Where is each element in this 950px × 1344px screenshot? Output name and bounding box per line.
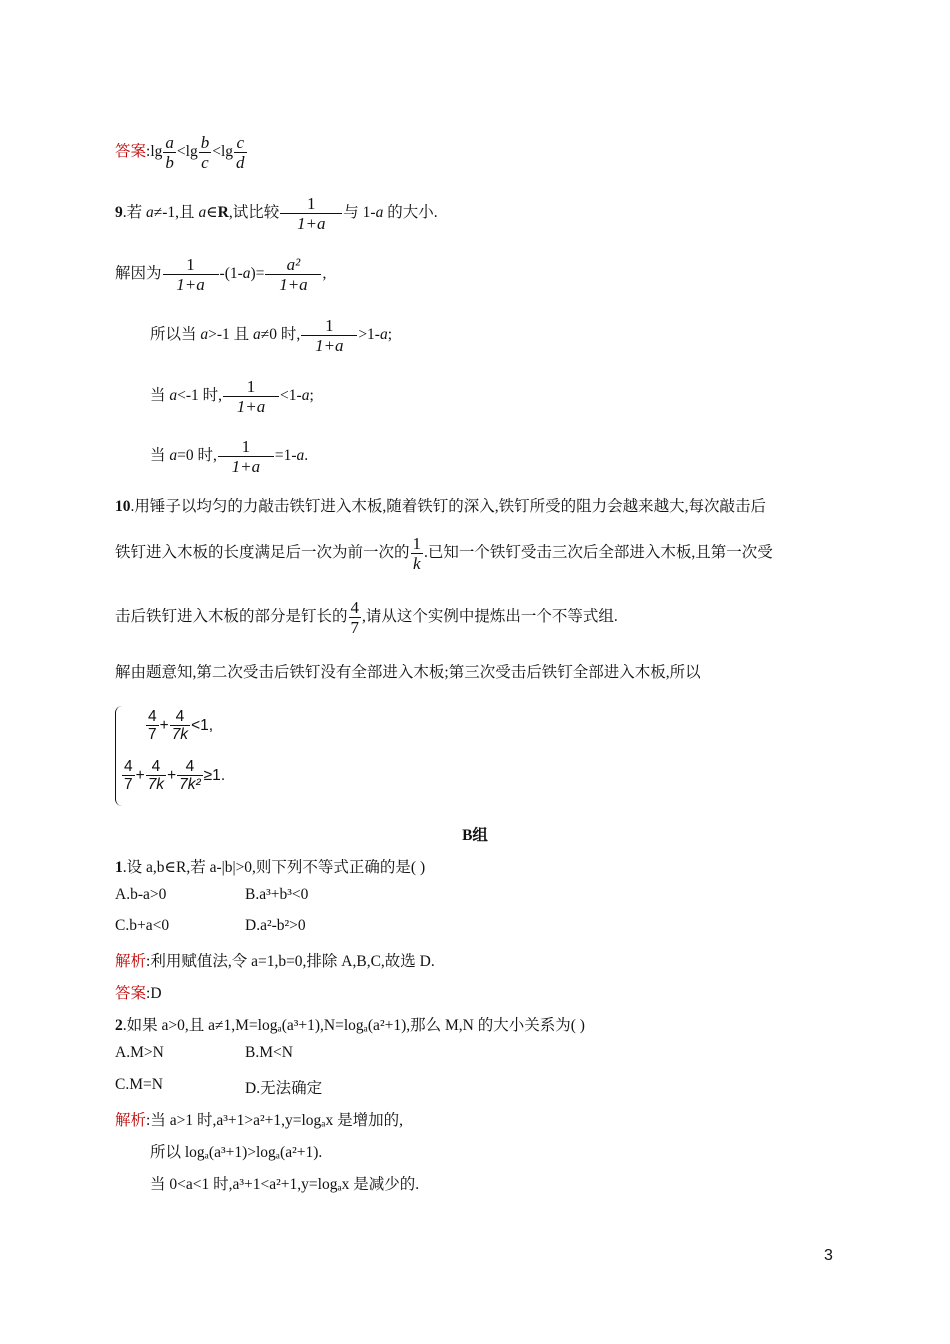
fraction-4-over-7: $\frac{4}{7}$ <box>350 598 360 638</box>
b2-analysis-1: 解析:当 a>1 时,a³+1>a²+1,y=logₐx 是增加的, <box>115 1112 404 1129</box>
fraction-1-over-1plusa: $\frac{1}{1+a}$ <box>218 437 274 476</box>
b2-option-b: B.M<N <box>245 1044 293 1061</box>
b2-option-c: C.M=N <box>115 1076 163 1093</box>
b2-stem: 2.如果 a>0,且 a≠1,M=logₐ(a³+1),N=logₐ(a²+1),那么 M,N 的大小关系为( ) <box>115 1017 585 1034</box>
fraction-c-d: $\frac{c}{d}$ <box>236 133 245 173</box>
b1-option-d: D.a²-b²>0 <box>245 917 306 934</box>
fraction-1-over-1plusa: $\frac{1}{1+a}$ <box>223 377 279 416</box>
b1-option-b: B.a³+b³<0 <box>245 886 309 903</box>
group-b-heading: B组 <box>462 827 488 844</box>
answer-label: 答案 <box>115 143 147 161</box>
question-9: 9.若 a≠-1,且 a∈R,试比较 $\frac{1}{1+a}$ 与 1-a 的大小. <box>115 194 438 234</box>
b1-option-c: C.b+a<0 <box>115 917 170 934</box>
b2-option-a: A.M>N <box>115 1044 164 1061</box>
fraction-1-over-1plusa: $\frac{1}{1+a}$ <box>163 255 219 294</box>
b1-stem: 1.设 a,b∈R,若 a-|b|>0,则下列不等式正确的是( ) <box>115 859 426 876</box>
fraction-a-b: $\frac{a}{b}$ <box>165 133 174 173</box>
solution-9-line2: 所以当 a>-1 且 a≠0 时, $\frac{1}{1+a}$ >1-a; <box>150 316 393 356</box>
solution-label: 解 <box>115 664 131 681</box>
question-10-line2: 铁钉进入木板的长度满足后一次为前一次的 $\frac{1}{k}$ .已知一个铁钉受击三次后全部进入木板,且第一次受 <box>115 534 773 574</box>
b2-analysis-2: 所以 logₐ(a³+1)>logₐ(a²+1). <box>150 1144 323 1161</box>
solution-label: 解 <box>115 265 131 283</box>
question-number: 9 <box>115 204 123 222</box>
solution-9-line4: 当 a=0 时, $\frac{1}{1+a}$ =1-a. <box>150 437 309 477</box>
fraction-1-over-1plusa: $\frac{1}{1+a}$ <box>280 194 342 233</box>
b2-option-d: D.无法确定 <box>245 1080 323 1097</box>
inequality-system <box>115 706 295 806</box>
solution-10-text: 解由题意知,第二次受击后铁钉没有全部进入木板;第三次受击后铁钉全部进入木板,所以 <box>115 664 701 681</box>
fraction-b-c: $\frac{b}{c}$ <box>200 133 210 173</box>
fraction-1-over-1plusa: $\frac{1}{1+a}$ <box>301 316 357 355</box>
inequality-2: $\frac{4}{7}$ + $\frac{4}{7k}$ + $\frac{4}{\text{7k²}}$ ≥1. <box>124 758 226 794</box>
question-number: 10 <box>115 498 131 515</box>
question-10-line3: 击后铁钉进入木板的部分是钉长的 $\frac{4}{7}$ ,请从这个实例中提炼出一个不等式组. <box>115 598 618 638</box>
question-10-line1: 10.用锤子以均匀的力敲击铁钉进入木板,随着铁钉的深入,铁钉所受的阻力会越来越大,每次敲击后 <box>115 498 767 515</box>
b1-answer: 答案:D <box>115 985 162 1002</box>
solution-9-line3: 当 a<-1 时, $\frac{1}{1+a}$ <1-a; <box>150 377 314 417</box>
page-number: 3 <box>824 1247 833 1264</box>
solution-9-line1: 解因为 $\frac{1}{1+a}$ -(1-a)= $\frac{\text{a²}}{1+a}$ , <box>115 255 327 295</box>
fraction-1-over-k: $\frac{1}{k}$ <box>412 534 422 574</box>
b2-analysis-3: 当 0<a<1 时,a³+1<a²+1,y=logₐx 是减少的. <box>150 1176 420 1193</box>
answer-8-line: 答案:lg $\frac{a}{b}$ <lg $\frac{b}{c}$ <lg $\frac{c}{d}$ <box>115 133 245 173</box>
b1-analysis: 解析:利用赋值法,令 a=1,b=0,排除 A,B,C,故选 D. <box>115 953 435 970</box>
fraction-a2-over-1plusa: $\frac{\text{a²}}{1+a}$ <box>265 255 321 294</box>
b1-option-a: A.b-a>0 <box>115 886 167 903</box>
inequality-1: $\frac{4}{7}$ + $\frac{4}{7k}$ <1, <box>148 708 214 744</box>
